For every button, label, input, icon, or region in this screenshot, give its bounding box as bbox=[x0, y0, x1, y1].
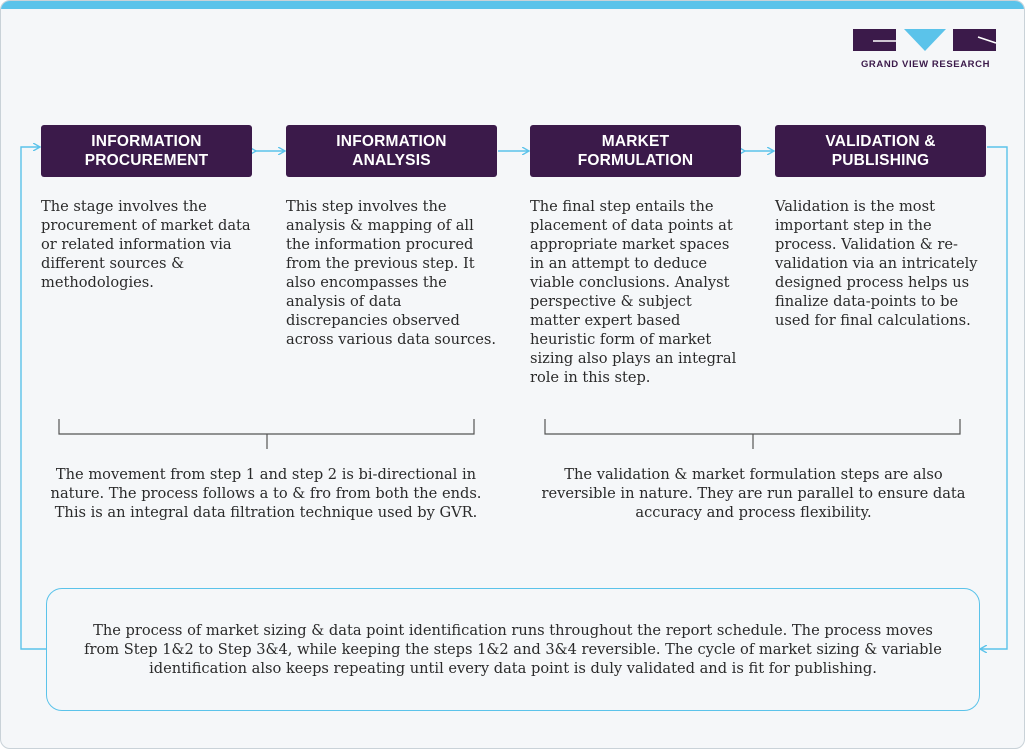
step-title: PUBLISHING bbox=[831, 152, 930, 169]
step-title: INFORMATION bbox=[91, 133, 202, 150]
step-title: FORMULATION bbox=[577, 152, 694, 169]
summary-box bbox=[46, 588, 980, 711]
step-box-information-procurement bbox=[41, 125, 252, 177]
step-title: INFORMATION bbox=[336, 133, 447, 150]
summary-text: The process of market sizing & data point identification runs throughout the report schedule. The process moves from Step 1&2 to Step 3&4, while keeping the steps 1&2 and 3&4 reversible. The cycle of market sizing & variable identification also keeps repeating until every data point is duly validated and is fit for publishing. bbox=[84, 622, 942, 677]
step-description-2: This step involves the analysis & mapping of all the information procured from the previous step. It also encompasses the analysis of data discrepancies observed across various data sources. bbox=[286, 198, 496, 348]
brand-name: GRAND VIEW RESEARCH bbox=[860, 59, 991, 70]
bracket-left bbox=[59, 419, 474, 434]
step-box-validation-publishing bbox=[775, 125, 986, 177]
step-description-4: Validation is the most important step in the process. Validation & re-validation via an intricately designed process helps us finalize data-points to be used for final calculations. bbox=[775, 198, 978, 329]
step-title: VALIDATION & bbox=[825, 133, 936, 150]
step-description-1: The stage involves the procurement of market data or related information via different sources & methodologies. bbox=[41, 198, 251, 291]
note-right: The validation & market formulation steps are also reversible in nature. They are run parallel to ensure data accuracy and process flexibility. bbox=[541, 466, 966, 521]
note-left: The movement from step 1 and step 2 is bi-directional in nature. The process follows a to & fro from both the ends. This is an integral data filtration technique used by GVR. bbox=[50, 466, 482, 521]
step-title: PROCUREMENT bbox=[84, 152, 209, 169]
step-box-market-formulation bbox=[530, 125, 741, 177]
step-box-information-analysis bbox=[286, 125, 497, 177]
step-description-3: The final step entails the placement of data points at appropriate market spaces in an attempt to deduce viable conclusions. Analyst perspective & subject matter expert based heuristic form of market sizing also plays an integral role in this step. bbox=[530, 198, 737, 386]
step-title: MARKET bbox=[601, 133, 670, 150]
step-title: ANALYSIS bbox=[352, 152, 431, 169]
bracket-right bbox=[545, 419, 960, 434]
